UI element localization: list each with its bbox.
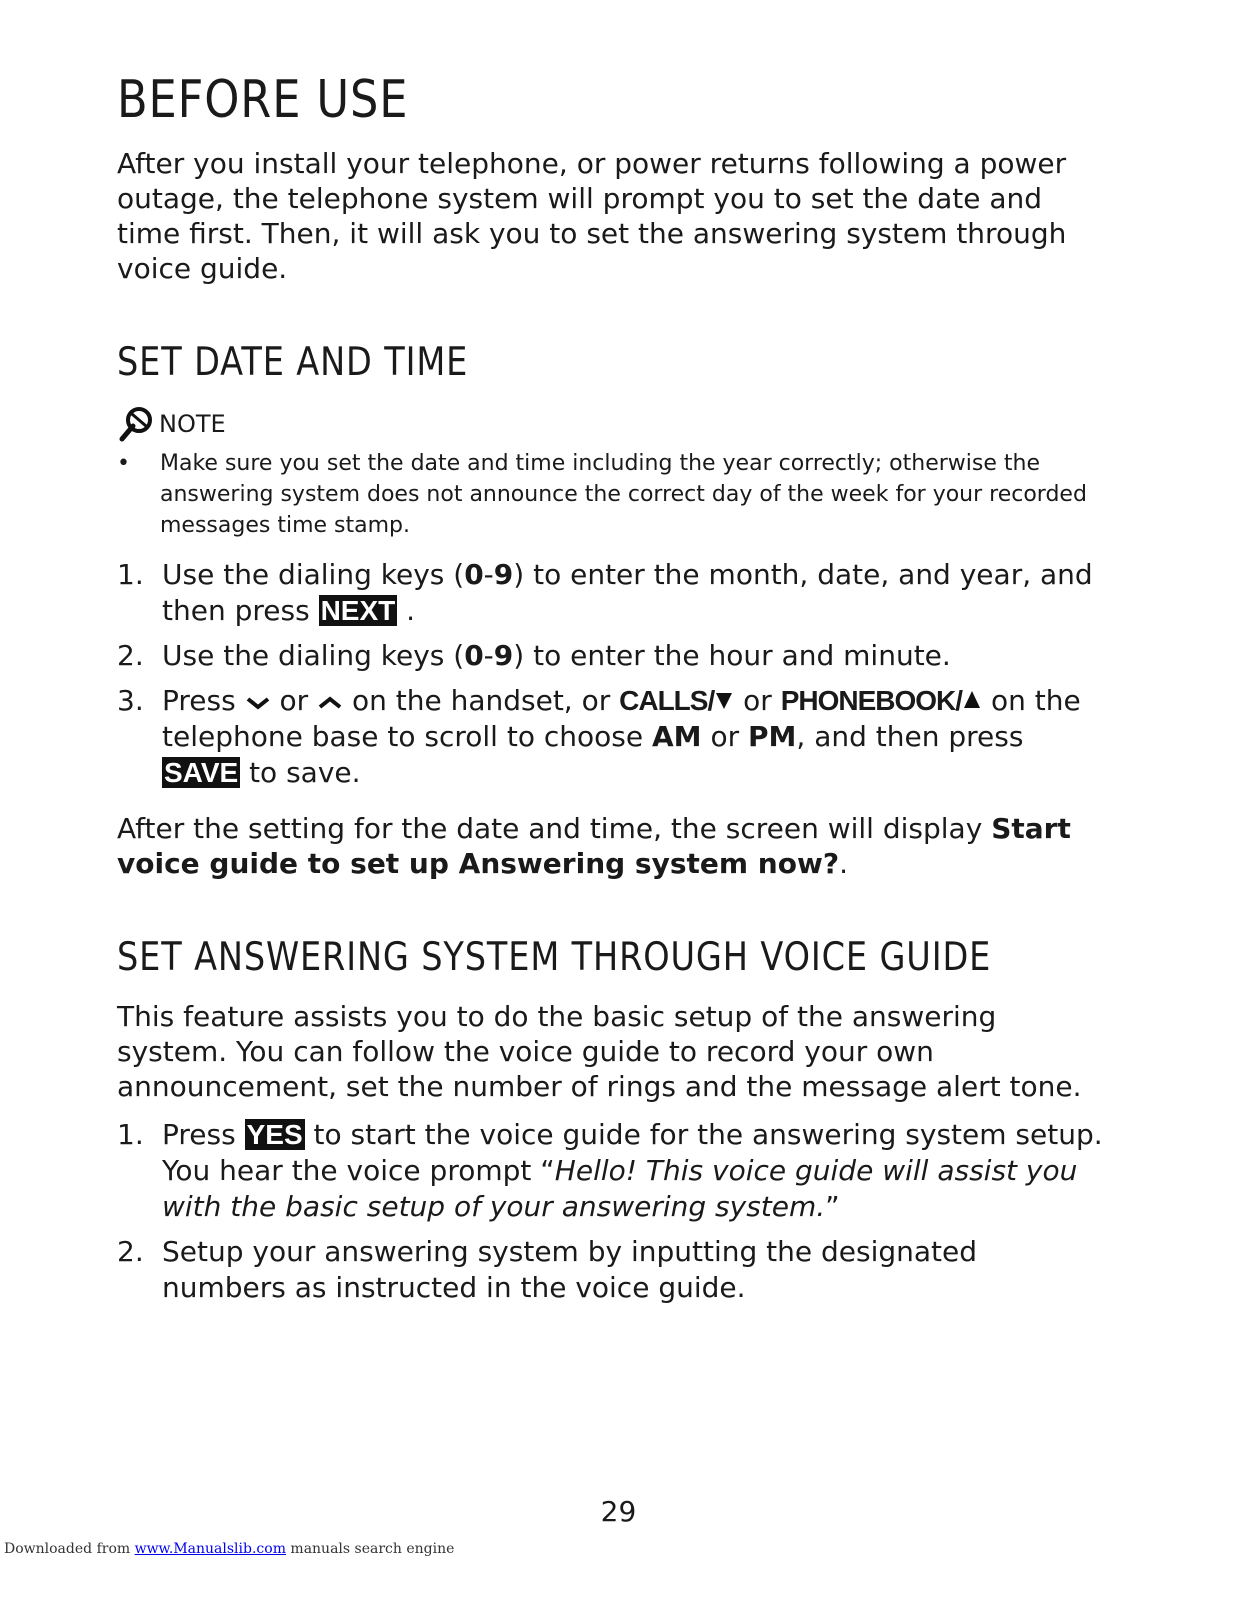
- note-icon: [117, 404, 157, 444]
- step-text: .: [397, 594, 416, 627]
- step-number: 1.: [117, 558, 144, 591]
- yes-softkey: YES: [246, 1119, 303, 1150]
- step-number: 2.: [117, 1235, 144, 1268]
- manualslib-link[interactable]: www.Manualslib.com: [134, 1541, 286, 1557]
- note-list: [117, 448, 1107, 541]
- footer-text: manuals search engine: [285, 1541, 455, 1557]
- footer: [4, 1541, 454, 1557]
- calls-key: CALLS/: [619, 685, 715, 716]
- screen-message: Start voice guide to set up Answering system now?: [117, 812, 1071, 880]
- voice-guide-intro: This feature assists you to do the basic setup of the answering system. You can follow the voice guide to record your own announcement, set the number of rings and the message alert tone.: [117, 1000, 1082, 1103]
- step-text: Setup your answering system by inputting the designated numbers as instructed in the voice guide.: [162, 1235, 978, 1304]
- step-text: ) to enter the hour and minute.: [513, 639, 951, 672]
- step-text: or: [734, 684, 781, 717]
- chevron-up-icon: [317, 692, 343, 712]
- step-text: or: [701, 720, 748, 753]
- key-9: 9: [493, 558, 514, 591]
- paragraph-text: .: [839, 847, 848, 880]
- step-text: on the telephone base to scroll to choose: [162, 684, 1081, 753]
- date-step-3: [117, 683, 1107, 791]
- voice-guide-steps: [117, 1117, 1107, 1315]
- step-text: Press: [162, 1118, 245, 1151]
- date-step-1: [117, 557, 1107, 629]
- key-0: 0: [464, 639, 484, 672]
- after-setting-paragraph: [117, 811, 1107, 881]
- save-softkey: SAVE: [164, 757, 239, 788]
- step-text: on the handset, or: [343, 684, 620, 717]
- voice-step-1: [117, 1117, 1107, 1225]
- step-number: 2.: [117, 639, 144, 672]
- section-heading-date-time: SET DATE AND TIME: [117, 340, 469, 385]
- step-text: , and then press: [796, 720, 1024, 753]
- page-number: 29: [600, 1495, 637, 1528]
- triangle-up-icon: [962, 690, 982, 710]
- paragraph-text: After the setting for the date and time, the screen will display: [117, 812, 992, 845]
- step-text: -: [483, 558, 494, 591]
- phonebook-key: PHONEBOOK/: [780, 685, 963, 716]
- chevron-down-icon: [245, 692, 271, 712]
- step-text: to start the voice guide for the answering system setup. You hear the voice prompt “: [162, 1118, 1103, 1187]
- voice-step-2: [117, 1234, 1107, 1306]
- step-text: -: [483, 639, 494, 672]
- step-text: Use the dialing keys (: [162, 558, 465, 591]
- step-number: 1.: [117, 1118, 144, 1151]
- step-text: ”: [825, 1190, 840, 1223]
- date-time-steps: [117, 557, 1107, 800]
- key-9: 9: [493, 639, 514, 672]
- voice-prompt-quote: Hello! This voice guide will assist you with the basic setup of your answering system.: [162, 1154, 1078, 1223]
- section-heading-voice-guide: SET ANSWERING SYSTEM THROUGH VOICE GUIDE: [117, 935, 992, 980]
- date-step-2: [117, 638, 1107, 674]
- triangle-down-icon: [714, 690, 734, 710]
- next-softkey: NEXT: [320, 595, 396, 626]
- am-option: AM: [652, 720, 702, 753]
- step-number: 3.: [117, 684, 144, 717]
- step-text: Use the dialing keys (: [162, 639, 465, 672]
- note-text: Make sure you set the date and time including the year correctly; otherwise the answering system does not announce the correct day of the week for your recorded messages time stamp.: [160, 451, 1087, 538]
- note-header: [117, 404, 226, 444]
- step-text: Press: [162, 684, 245, 717]
- key-0: 0: [464, 558, 484, 591]
- note-label: NOTE: [159, 410, 226, 438]
- footer-text: Downloaded from: [4, 1541, 135, 1557]
- step-text: or: [270, 684, 318, 717]
- step-text: ) to enter the month, date, and year, and then press: [162, 558, 1093, 627]
- note-item: [117, 448, 1107, 541]
- intro-paragraph: After you install your telephone, or power returns following a power outage, the telephone system will prompt you to set the date and time first. Then, it will ask you to set the answering system through voice guide.: [117, 147, 1067, 285]
- page-title: BEFORE USE: [117, 70, 409, 130]
- pm-option: PM: [748, 720, 797, 753]
- step-text: to save.: [240, 756, 361, 789]
- bullet-icon: •: [117, 451, 130, 476]
